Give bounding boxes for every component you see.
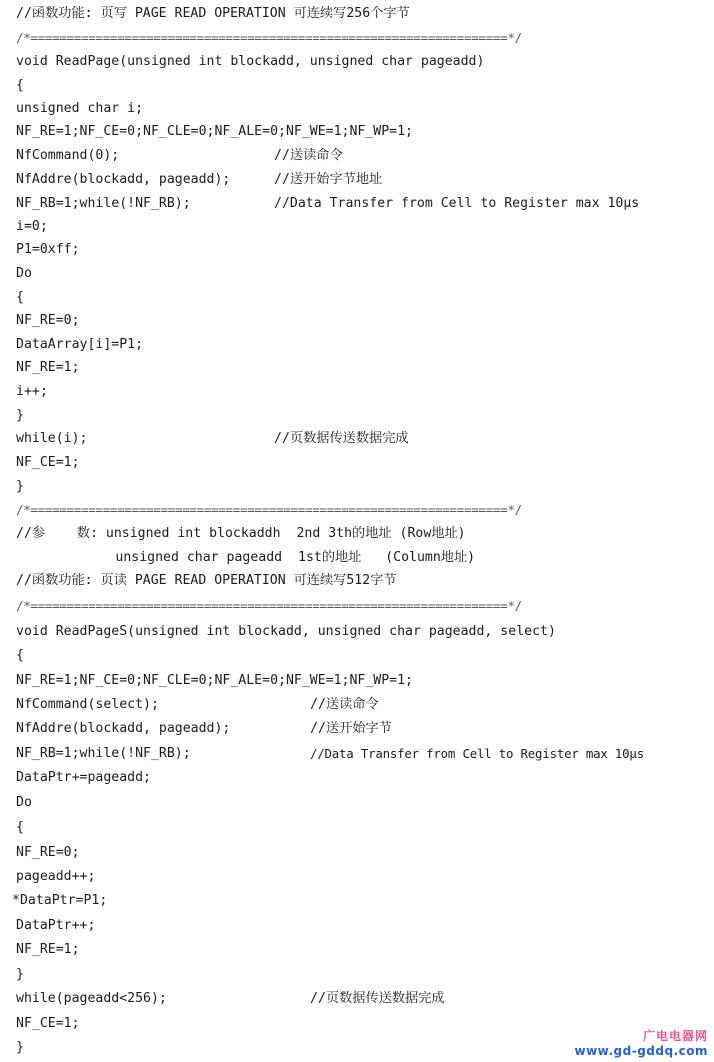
- code-comment: //送读命令: [310, 697, 379, 712]
- code-line: DataArray[i]=P1;: [16, 337, 144, 352]
- comment-params: //参 数: unsigned int blockaddh 2nd 3th的地址 (Row地址): [16, 526, 466, 541]
- code-line: NF_RE=1;: [16, 360, 80, 375]
- code-comment: //页数据传送数据完成: [310, 991, 445, 1006]
- code-line: while(pageadd<256);: [16, 991, 167, 1006]
- separator-line: /*==================================================================*/: [16, 502, 522, 517]
- code-line: {: [16, 290, 24, 305]
- code-comment: //页数据传送数据完成: [274, 431, 409, 446]
- comment-params-cont: unsigned char pageadd 1st的地址 (Column地址): [36, 550, 476, 565]
- code-comment: //Data Transfer from Cell to Register max 10μs: [274, 196, 640, 211]
- code-line: i=0;: [16, 219, 48, 234]
- code-line: Do: [16, 266, 32, 281]
- code-line: DataPtr+=pageadd;: [16, 770, 151, 785]
- code-line: NF_RE=1;NF_CE=0;NF_CLE=0;NF_ALE=0;NF_WE=1;NF_WP=1;: [16, 673, 413, 688]
- code-line: }: [16, 967, 24, 982]
- code-line: }: [16, 479, 24, 494]
- code-line: NF_RB=1;while(!NF_RB);: [16, 196, 191, 211]
- function-signature: void ReadPageS(unsigned int blockadd, unsigned char pageadd, select): [16, 624, 556, 639]
- code-line: i++;: [16, 384, 48, 399]
- function-signature: void ReadPage(unsigned int blockadd, unsigned char pageadd): [16, 54, 485, 69]
- code-line: NF_RE=0;: [16, 313, 80, 328]
- code-line: {: [16, 648, 24, 663]
- code-line: DataPtr++;: [16, 918, 96, 933]
- comment-function-header: //函数功能: 页读 PAGE READ OPERATION 可连续写512字节: [16, 573, 397, 588]
- code-line: NfCommand(0);: [16, 148, 120, 163]
- code-line: NF_CE=1;: [16, 455, 80, 470]
- code-comment: //送开始字节地址: [274, 172, 383, 187]
- watermark-name: 广电电器网: [642, 1029, 708, 1043]
- comment-function-header: //函数功能: 页写 PAGE READ OPERATION 可连续写256个字节: [16, 6, 410, 21]
- separator-line: /*==================================================================*/: [16, 30, 522, 45]
- code-line: unsigned char i;: [16, 101, 144, 116]
- separator-line: /*==================================================================*/: [16, 598, 522, 613]
- site-watermark: [575, 1027, 709, 1058]
- code-line: NF_RE=1;NF_CE=0;NF_CLE=0;NF_ALE=0;NF_WE=1;NF_WP=1;: [16, 124, 413, 139]
- code-line: NF_CE=1;: [16, 1016, 80, 1031]
- code-comment: //Data Transfer from Cell to Register max 10μs: [310, 746, 644, 761]
- code-line: {: [16, 78, 24, 93]
- code-line: NF_RE=0;: [16, 845, 80, 860]
- code-comment: //送开始字节: [310, 721, 392, 736]
- code-line: NF_RE=1;: [16, 942, 80, 957]
- code-line: NfAddre(blockadd, pageadd);: [16, 721, 231, 736]
- code-line: }: [16, 408, 24, 423]
- code-comment: //送读命令: [274, 148, 343, 163]
- code-line: {: [16, 820, 24, 835]
- code-line: while(i);: [16, 431, 88, 446]
- code-line: Do: [16, 795, 32, 810]
- code-line: pageadd++;: [16, 869, 96, 884]
- code-line: *DataPtr=P1;: [12, 893, 108, 908]
- code-line: NF_RB=1;while(!NF_RB);: [16, 746, 191, 761]
- code-line: P1=0xff;: [16, 242, 80, 257]
- code-line: NfAddre(blockadd, pageadd);: [16, 172, 231, 187]
- code-line: }: [16, 1040, 24, 1055]
- code-line: NfCommand(select);: [16, 697, 159, 712]
- watermark-url: www.gd-gddq.com: [574, 1044, 708, 1058]
